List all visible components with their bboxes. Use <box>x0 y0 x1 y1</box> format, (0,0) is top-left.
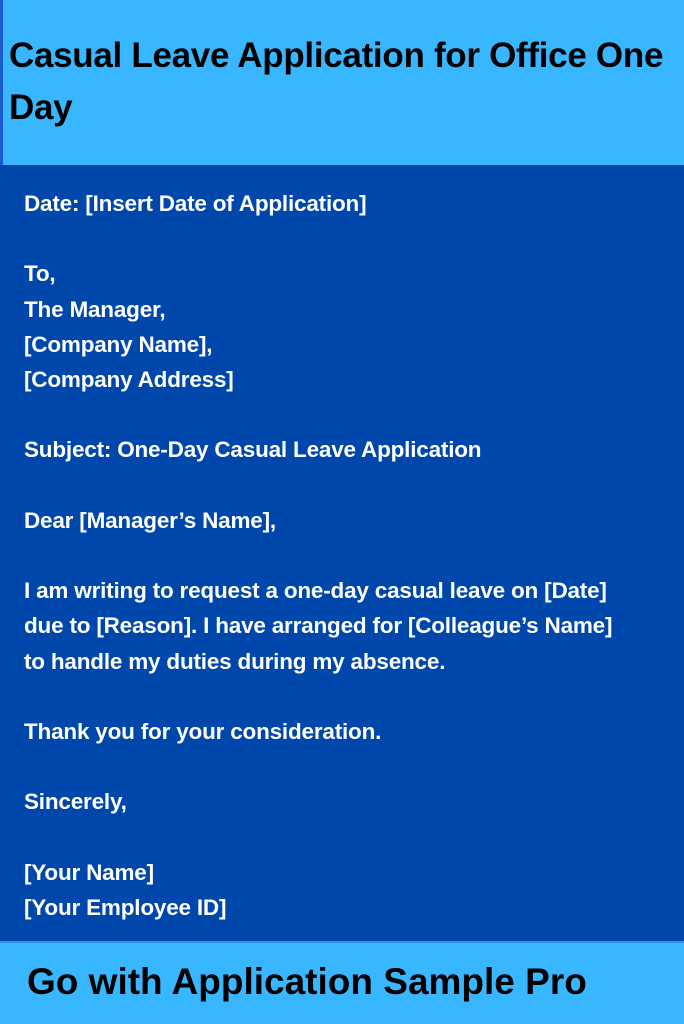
body-line: to handle my duties during my absence. <box>24 648 446 674</box>
body-line: I am writing to request a one-day casual leave on [Date] <box>24 578 607 604</box>
signature-name-line: [Your Name] <box>24 859 154 885</box>
footer-tagline: Go with Application Sample Pro <box>27 961 587 1002</box>
company-name-line: [Company Name], <box>24 331 213 357</box>
spacer <box>24 749 669 784</box>
closing-line: Sincerely, <box>24 789 127 815</box>
spacer <box>24 397 669 432</box>
employee-id-line: [Your Employee ID] <box>24 894 227 920</box>
salutation-line: Dear [Manager’s Name], <box>24 507 276 533</box>
company-address-line: [Company Address] <box>24 367 234 392</box>
thanks-line: Thank you for your consideration. <box>24 718 382 744</box>
recipient-line: The Manager, <box>24 296 166 322</box>
page-title: Casual Leave Application for Office One Day <box>9 36 664 127</box>
spacer <box>24 468 669 503</box>
spacer <box>24 820 669 855</box>
spacer <box>24 221 669 256</box>
subject-line: Subject: One-Day Casual Leave Application <box>24 437 482 463</box>
letter-body <box>24 186 669 925</box>
title-banner <box>0 0 684 165</box>
to-line: To, <box>24 261 56 287</box>
spacer <box>24 679 669 714</box>
body-line: due to [Reason]. I have arranged for [Colleague’s Name] <box>24 613 613 639</box>
spacer <box>24 538 669 573</box>
date-line: Date: [Insert Date of Application] <box>24 191 367 216</box>
footer-banner <box>0 941 684 1024</box>
